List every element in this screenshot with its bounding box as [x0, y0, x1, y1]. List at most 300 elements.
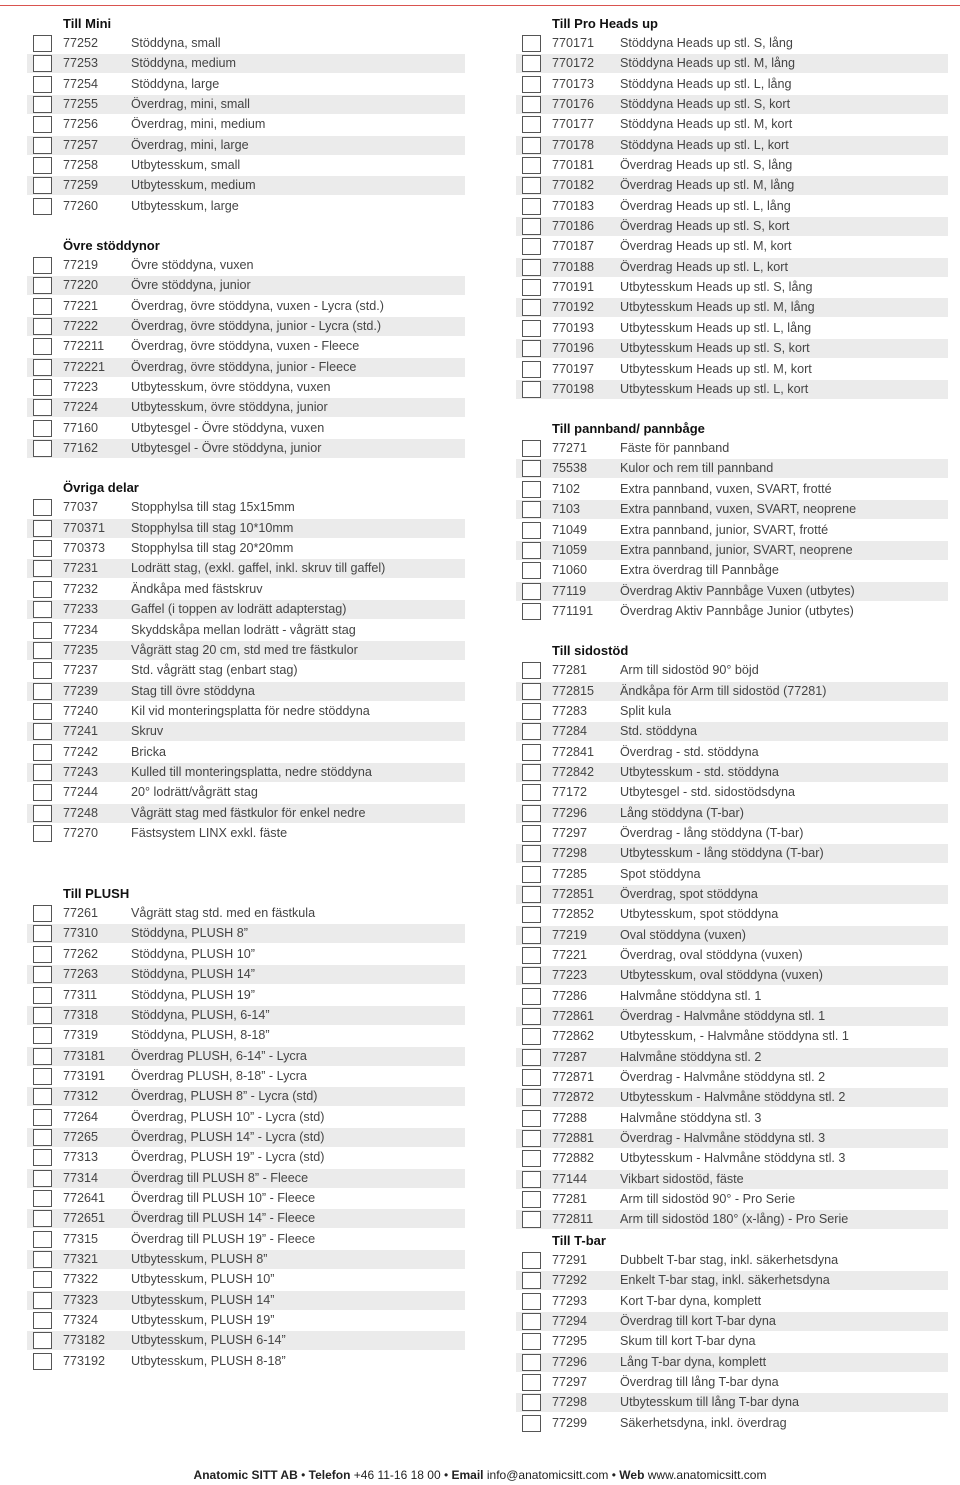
article-number: 77314	[63, 1170, 99, 1185]
article-description: Utbytesskum Heads up stl. M, lång	[620, 300, 815, 315]
article-number: 772851	[552, 886, 595, 901]
order-checkbox[interactable]	[522, 967, 541, 984]
article-number: 77281	[552, 663, 588, 678]
order-checkbox[interactable]	[522, 259, 541, 276]
article-description: Överdrag, PLUSH 10” - Lycra (std)	[131, 1109, 325, 1124]
list-item	[516, 500, 948, 519]
article-number: 770187	[552, 239, 595, 254]
order-checkbox[interactable]	[522, 440, 541, 457]
order-checkbox[interactable]	[33, 662, 52, 679]
article-number: 77243	[63, 764, 99, 779]
order-checkbox[interactable]	[522, 1049, 541, 1066]
order-checkbox[interactable]	[33, 925, 52, 942]
list-item	[27, 559, 465, 578]
article-number: 77248	[63, 805, 99, 820]
order-checkbox[interactable]	[33, 520, 52, 537]
article-number: 77254	[63, 76, 99, 91]
list-item	[516, 176, 948, 195]
article-description: Utbytesskum, small	[131, 158, 241, 173]
order-checkbox[interactable]	[522, 703, 541, 720]
list-item	[27, 661, 465, 680]
footer-email-label: Email	[451, 1468, 484, 1482]
order-checkbox[interactable]	[33, 198, 52, 215]
order-checkbox[interactable]	[522, 562, 541, 579]
order-checkbox[interactable]	[33, 622, 52, 639]
order-checkbox[interactable]	[33, 1210, 52, 1227]
article-description: Utbytesskum till lång T-bar dyna	[620, 1395, 799, 1410]
order-checkbox[interactable]	[522, 381, 541, 398]
article-number: 771191	[552, 603, 594, 618]
order-checkbox[interactable]	[33, 723, 52, 740]
article-description: Std. stöddyna	[620, 724, 698, 739]
list-item	[27, 1270, 465, 1289]
order-checkbox[interactable]	[522, 886, 541, 903]
list-item	[27, 1189, 465, 1208]
article-description: Utbytesgel - Övre stöddyna, junior	[131, 441, 322, 456]
article-description: Överdrag, PLUSH 19” - Lycra (std)	[131, 1150, 325, 1165]
order-checkbox[interactable]	[33, 35, 52, 52]
order-checkbox[interactable]	[522, 1374, 541, 1391]
list-item	[516, 521, 948, 540]
footer-web-label: Web	[619, 1468, 645, 1482]
article-description: Split kula	[620, 703, 672, 718]
list-item	[516, 561, 948, 580]
article-description: Extra pannband, junior, SVART, frotté	[620, 522, 829, 537]
article-number: 77262	[63, 946, 99, 961]
order-checkbox[interactable]	[33, 1190, 52, 1207]
order-checkbox[interactable]	[33, 560, 52, 577]
order-checkbox[interactable]	[33, 338, 52, 355]
article-description: Utbytesskum Heads up stl. L, kort	[620, 381, 809, 396]
order-checkbox[interactable]	[522, 784, 541, 801]
article-number: 770177	[552, 117, 595, 132]
order-checkbox[interactable]	[33, 683, 52, 700]
order-checkbox[interactable]	[522, 177, 541, 194]
list-item	[516, 905, 948, 924]
article-number: 770373	[63, 541, 106, 556]
article-description: Överdrag Aktiv Pannbåge Vuxen (utbytes)	[620, 583, 855, 598]
article-description: Överdrag Heads up stl. S, kort	[620, 219, 790, 234]
order-checkbox[interactable]	[33, 764, 52, 781]
article-number: 770192	[552, 300, 595, 315]
footer-phone: +46 11-16 18 00	[353, 1468, 441, 1482]
article-description: Utbytesskum, - Halvmåne stöddyna stl. 1	[620, 1029, 849, 1044]
list-item	[27, 924, 465, 943]
article-number: 77296	[552, 1354, 588, 1369]
order-checkbox[interactable]	[33, 784, 52, 801]
list-item	[27, 1250, 465, 1269]
order-checkbox[interactable]	[522, 157, 541, 174]
article-number: 77286	[552, 988, 588, 1003]
order-checkbox[interactable]	[33, 1088, 52, 1105]
order-checkbox[interactable]	[33, 399, 52, 416]
article-number: 77296	[552, 805, 588, 820]
article-description: Lång stöddyna (T-bar)	[620, 805, 744, 820]
article-description: Oval stöddyna (vuxen)	[620, 927, 746, 942]
order-checkbox[interactable]	[33, 601, 52, 618]
order-checkbox[interactable]	[522, 1333, 541, 1350]
article-description: Utbytesskum - Halvmåne stöddyna stl. 2	[620, 1090, 846, 1105]
order-checkbox[interactable]	[522, 1069, 541, 1086]
article-number: 772881	[552, 1131, 595, 1146]
list-item	[27, 1311, 465, 1330]
article-number: 772221	[63, 359, 106, 374]
article-description: Extra pannband, vuxen, SVART, neoprene	[620, 502, 857, 517]
list-item	[516, 278, 948, 297]
list-item	[27, 1026, 465, 1045]
list-item	[27, 156, 465, 175]
order-checkbox[interactable]	[33, 703, 52, 720]
article-number: 770193	[552, 320, 595, 335]
section-title: Till Pro Heads up	[552, 16, 658, 31]
article-description: Kort T-bar dyna, komplett	[620, 1293, 762, 1308]
order-checkbox[interactable]	[33, 966, 52, 983]
article-number: 77037	[63, 500, 99, 515]
order-checkbox[interactable]	[522, 683, 541, 700]
article-number: 770191	[552, 280, 595, 295]
article-number: 77294	[552, 1313, 588, 1328]
footer-phone-label: Telefon	[308, 1468, 351, 1482]
list-item	[27, 1108, 465, 1127]
order-checkbox[interactable]	[33, 359, 52, 376]
list-item	[27, 682, 465, 701]
order-checkbox[interactable]	[33, 805, 52, 822]
order-checkbox[interactable]	[33, 1231, 52, 1248]
section-title: Till Mini	[63, 16, 112, 31]
order-checkbox[interactable]	[522, 116, 541, 133]
order-checkbox[interactable]	[522, 361, 541, 378]
list-item	[516, 136, 948, 155]
list-item	[516, 1170, 948, 1189]
article-number: 77237	[63, 663, 99, 678]
order-checkbox[interactable]	[33, 379, 52, 396]
list-item	[516, 1088, 948, 1107]
list-item	[516, 1068, 948, 1087]
order-checkbox[interactable]	[522, 501, 541, 518]
article-description: Arm till sidostöd 90° - Pro Serie	[620, 1192, 796, 1207]
section-title: Till T-bar	[552, 1232, 606, 1248]
list-item	[27, 743, 465, 762]
order-checkbox[interactable]	[33, 157, 52, 174]
article-description: Överdrag, mini, large	[131, 137, 249, 152]
order-checkbox[interactable]	[522, 218, 541, 235]
article-number: 77295	[552, 1334, 588, 1349]
list-item	[516, 582, 948, 601]
right-column	[516, 14, 948, 1434]
article-number: 77255	[63, 97, 99, 112]
list-item	[27, 1331, 465, 1350]
order-checkbox[interactable]	[33, 1027, 52, 1044]
article-number: 77260	[63, 198, 99, 213]
article-number: 77270	[63, 825, 99, 840]
article-description: Utbytesskum, medium	[131, 178, 256, 193]
order-checkbox[interactable]	[522, 1313, 541, 1330]
order-checkbox[interactable]	[33, 1129, 52, 1146]
list-item	[516, 1353, 948, 1372]
order-checkbox[interactable]	[522, 481, 541, 498]
order-checkbox[interactable]	[522, 1110, 541, 1127]
order-checkbox[interactable]	[33, 1048, 52, 1065]
order-checkbox[interactable]	[33, 1292, 52, 1309]
list-item	[516, 1393, 948, 1412]
article-number: 772882	[552, 1151, 595, 1166]
order-checkbox[interactable]	[33, 1007, 52, 1024]
article-description: Överdrag Heads up stl. S, lång	[620, 158, 793, 173]
order-checkbox[interactable]	[33, 116, 52, 133]
order-checkbox[interactable]	[522, 1272, 541, 1289]
article-number: 772651	[63, 1211, 106, 1226]
order-checkbox[interactable]	[33, 177, 52, 194]
order-checkbox[interactable]	[33, 1170, 52, 1187]
article-number: 77297	[552, 825, 588, 840]
article-description: Vågrätt stag std. med en fästkula	[131, 906, 316, 921]
order-checkbox[interactable]	[522, 988, 541, 1005]
order-checkbox[interactable]	[522, 542, 541, 559]
article-description: Utbytesskum Heads up stl. S, lång	[620, 280, 813, 295]
article-number: 77261	[63, 906, 99, 921]
order-checkbox[interactable]	[33, 137, 52, 154]
article-number: 77221	[552, 948, 588, 962]
list-item	[516, 602, 948, 621]
list-item	[516, 1129, 948, 1148]
order-checkbox[interactable]	[522, 805, 541, 822]
list-item	[27, 498, 465, 517]
article-description: Utbytesskum Heads up stl. M, kort	[620, 361, 812, 376]
article-number: 772211	[63, 339, 105, 354]
article-description: Utbytesskum, PLUSH 10”	[131, 1272, 275, 1287]
article-number: 7102	[552, 481, 581, 496]
article-description: Stöddyna, small	[131, 36, 221, 50]
list-item	[27, 1087, 465, 1106]
order-checkbox[interactable]	[33, 96, 52, 113]
list-item	[516, 743, 948, 762]
order-checkbox[interactable]	[522, 299, 541, 316]
order-checkbox[interactable]	[522, 583, 541, 600]
article-description: Utbytesskum, PLUSH 8”	[131, 1251, 268, 1266]
order-checkbox[interactable]	[522, 1293, 541, 1310]
order-checkbox[interactable]	[33, 581, 52, 598]
article-description: Fästsystem LINX exkl. fäste	[131, 825, 288, 840]
list-item	[516, 1048, 948, 1067]
order-checkbox[interactable]	[522, 1191, 541, 1208]
article-number: 77231	[63, 561, 99, 576]
list-item	[27, 95, 465, 114]
footer-email: info@anatomicsitt.com	[486, 1468, 609, 1482]
order-checkbox[interactable]	[522, 764, 541, 781]
order-checkbox[interactable]	[33, 825, 52, 842]
list-item	[516, 34, 948, 53]
article-number: 77223	[63, 380, 99, 395]
order-checkbox[interactable]	[522, 1008, 541, 1025]
article-description: Utbytesgel - std. sidostödsdyna	[620, 785, 796, 800]
order-checkbox[interactable]	[522, 460, 541, 477]
section-title: Till sidostöd	[552, 643, 629, 659]
order-checkbox[interactable]	[522, 1089, 541, 1106]
article-number: 77221	[63, 298, 99, 313]
order-checkbox[interactable]	[33, 1068, 52, 1085]
list-item	[516, 217, 948, 236]
article-description: Stöddyna, PLUSH 19”	[131, 987, 255, 1002]
article-number: 77287	[552, 1049, 588, 1064]
order-checkbox[interactable]	[522, 1415, 541, 1432]
order-checkbox[interactable]	[33, 1332, 52, 1349]
order-checkbox[interactable]	[522, 906, 541, 923]
section	[516, 14, 948, 399]
article-description: Stöddyna Heads up stl. M, lång	[620, 56, 796, 71]
order-checkbox[interactable]	[522, 1252, 541, 1269]
order-checkbox[interactable]	[522, 76, 541, 93]
article-description: Utbytesgel - Övre stöddyna, vuxen	[131, 420, 325, 435]
article-description: Överdrag - Halvmåne stöddyna stl. 3	[620, 1131, 826, 1146]
list-item	[27, 398, 465, 417]
order-checkbox[interactable]	[33, 318, 52, 335]
order-checkbox[interactable]	[522, 340, 541, 357]
order-checkbox[interactable]	[522, 1150, 541, 1167]
order-checkbox[interactable]	[522, 947, 541, 964]
list-item	[516, 1312, 948, 1331]
article-description: Enkelt T-bar stag, inkl. säkerhetsdyna	[620, 1273, 830, 1288]
order-checkbox[interactable]	[522, 320, 541, 337]
order-checkbox[interactable]	[33, 905, 52, 922]
article-number: 71049	[552, 522, 588, 537]
article-description: Överdrag, oval stöddyna (vuxen)	[620, 948, 803, 962]
list-item	[27, 1067, 465, 1086]
article-number: 77323	[63, 1292, 99, 1307]
order-checkbox[interactable]	[522, 1171, 541, 1188]
order-checkbox[interactable]	[33, 1312, 52, 1329]
article-description: Överdrag till PLUSH 19” - Fleece	[131, 1231, 316, 1246]
order-checkbox[interactable]	[33, 499, 52, 516]
article-number: 77310	[63, 926, 99, 941]
article-number: 770197	[552, 361, 595, 376]
article-description: Gaffel (i toppen av lodrätt adapterstag)	[131, 602, 347, 617]
article-number: 77257	[63, 137, 99, 152]
order-checkbox[interactable]	[522, 35, 541, 52]
list-item	[516, 946, 948, 965]
order-checkbox[interactable]	[522, 522, 541, 539]
article-description: Skum till kort T-bar dyna	[620, 1334, 756, 1349]
order-checkbox[interactable]	[33, 946, 52, 963]
article-number: 772852	[552, 907, 595, 922]
order-checkbox[interactable]	[33, 55, 52, 72]
article-number: 77223	[552, 968, 588, 983]
article-description: Ändkåpa med fästskruv	[131, 581, 263, 596]
order-checkbox[interactable]	[522, 845, 541, 862]
list-item	[516, 1271, 948, 1290]
order-checkbox[interactable]	[33, 1109, 52, 1126]
section	[27, 236, 465, 458]
list-item	[516, 459, 948, 478]
order-checkbox[interactable]	[33, 1353, 52, 1370]
order-checkbox[interactable]	[522, 238, 541, 255]
article-description: Överdrag till kort T-bar dyna	[620, 1313, 776, 1328]
article-description: Överdrag PLUSH, 8-18” - Lycra	[131, 1068, 307, 1083]
article-number: 77244	[63, 785, 99, 800]
list-item	[27, 763, 465, 782]
order-checkbox[interactable]	[522, 137, 541, 154]
order-checkbox[interactable]	[33, 987, 52, 1004]
list-item	[27, 176, 465, 195]
list-item	[27, 1006, 465, 1025]
order-checkbox[interactable]	[33, 1251, 52, 1268]
article-description: Stöddyna Heads up stl. S, lång	[620, 36, 793, 50]
order-checkbox[interactable]	[33, 277, 52, 294]
order-checkbox[interactable]	[522, 723, 541, 740]
article-description: Överdrag till PLUSH 10” - Fleece	[131, 1190, 316, 1205]
article-number: 71060	[552, 563, 588, 578]
article-number: 770182	[552, 178, 595, 193]
article-number: 75538	[552, 461, 588, 476]
order-checkbox[interactable]	[33, 744, 52, 761]
order-checkbox[interactable]	[522, 866, 541, 883]
list-item	[27, 783, 465, 802]
order-checkbox[interactable]	[33, 76, 52, 93]
list-item	[516, 480, 948, 499]
order-checkbox[interactable]	[33, 420, 52, 437]
order-checkbox[interactable]	[522, 603, 541, 620]
order-checkbox[interactable]	[522, 744, 541, 761]
article-number: 772862	[552, 1029, 595, 1044]
order-checkbox[interactable]	[33, 642, 52, 659]
order-checkbox[interactable]	[522, 198, 541, 215]
order-checkbox[interactable]	[522, 662, 541, 679]
order-checkbox[interactable]	[33, 440, 52, 457]
order-checkbox[interactable]	[33, 1149, 52, 1166]
section-title: Övre stöddynor	[63, 238, 160, 254]
article-number: 77271	[552, 441, 588, 456]
article-number: 77283	[552, 703, 588, 718]
order-checkbox[interactable]	[33, 257, 52, 274]
list-item	[27, 297, 465, 316]
article-description: Utbytesskum, PLUSH 19”	[131, 1313, 275, 1327]
order-checkbox[interactable]	[522, 1394, 541, 1411]
list-item	[27, 1230, 465, 1249]
list-item	[516, 360, 948, 379]
order-checkbox[interactable]	[522, 927, 541, 944]
article-description: Vikbart sidostöd, fäste	[620, 1171, 744, 1186]
order-checkbox[interactable]	[522, 1354, 541, 1371]
section	[516, 419, 948, 621]
order-checkbox[interactable]	[522, 1028, 541, 1045]
order-checkbox[interactable]	[522, 279, 541, 296]
section	[516, 1231, 948, 1433]
order-checkbox[interactable]	[33, 1271, 52, 1288]
article-number: 77240	[63, 703, 99, 718]
article-description: Skyddskåpa mellan lodrätt - vågrätt stag	[131, 622, 356, 637]
order-checkbox[interactable]	[33, 540, 52, 557]
order-checkbox[interactable]	[522, 55, 541, 72]
list-item	[27, 1209, 465, 1228]
list-item	[516, 1414, 948, 1433]
list-item	[516, 54, 948, 73]
article-description: Överdrag, spot stöddyna	[620, 886, 758, 901]
order-checkbox[interactable]	[522, 825, 541, 842]
article-number: 77242	[63, 744, 99, 759]
order-checkbox[interactable]	[522, 96, 541, 113]
article-number: 770188	[552, 259, 595, 274]
article-number: 77219	[63, 258, 99, 273]
list-item	[27, 1128, 465, 1147]
list-item	[516, 339, 948, 358]
order-checkbox[interactable]	[522, 1130, 541, 1147]
article-description: Stopphylsa till stag 15x15mm	[131, 500, 295, 515]
list-item	[27, 419, 465, 438]
order-checkbox[interactable]	[522, 1211, 541, 1228]
list-item	[27, 276, 465, 295]
list-item	[516, 75, 948, 94]
article-number: 770371	[63, 520, 106, 535]
order-checkbox[interactable]	[33, 298, 52, 315]
